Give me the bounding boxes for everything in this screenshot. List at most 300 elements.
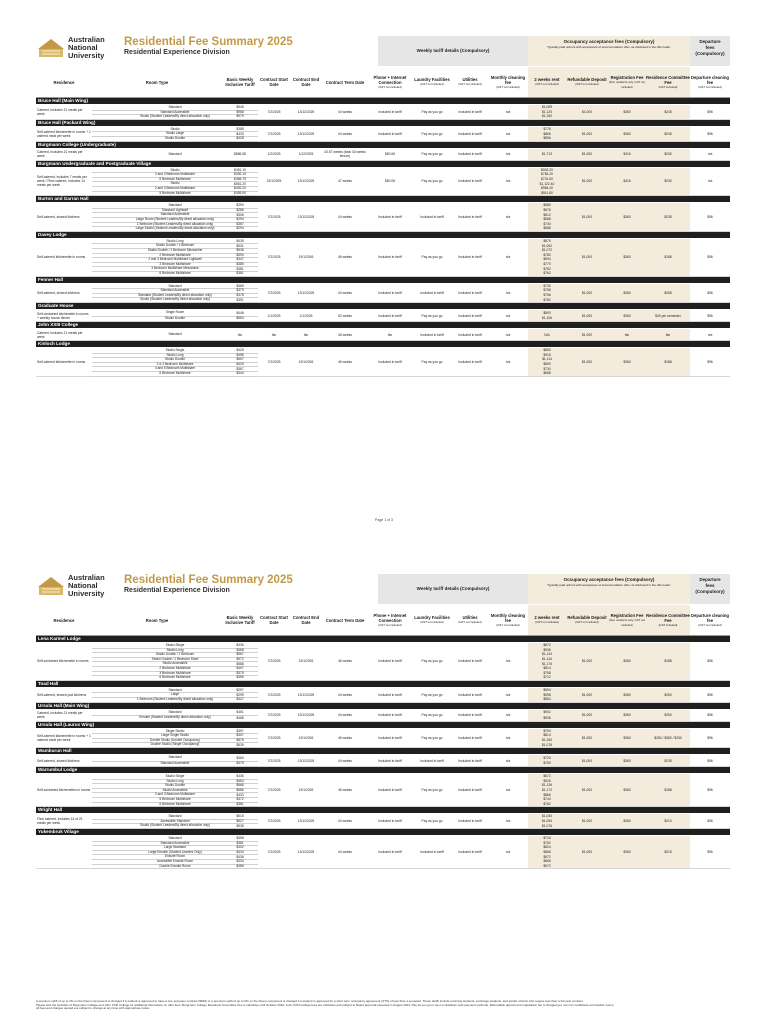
contract-end: 13/12/2025	[297, 109, 315, 114]
column-header-label	[690, 75, 730, 90]
room-type: Standard Accessible	[92, 212, 258, 218]
contract-end: 13/12/2025	[297, 850, 315, 855]
two-weeks-rent: $776	[543, 127, 551, 132]
phone-internet: Included in tariff	[378, 692, 402, 697]
column-header-label	[646, 613, 690, 628]
room-type: Standard Accessible	[92, 110, 258, 116]
phone-internet: Included in tariff	[378, 788, 402, 793]
column-header-sub: (GST not included)	[496, 84, 520, 89]
two-weeks-rent: $936	[543, 647, 551, 652]
crest-icon	[36, 37, 66, 59]
weekly-tariff: $297	[236, 688, 244, 693]
section-header: Davey Lodge	[36, 232, 730, 238]
column-header-label	[222, 615, 258, 625]
room-type: 6 Bedroom Multishare	[92, 802, 258, 808]
committee-fee: $235	[664, 758, 672, 763]
residence-description: Flexi catered, includes 14 of 21 meals per week	[37, 817, 83, 826]
column-header	[566, 67, 608, 97]
weekly-tariff: $428	[236, 136, 244, 141]
university-name-line: Australian	[68, 35, 105, 44]
cleaning-fee: n/a	[505, 152, 511, 157]
phone-internet: Included in tariff	[378, 214, 402, 219]
contract-term: 45 weeks	[338, 332, 352, 337]
cleaning-fee: n/a	[505, 359, 511, 364]
room-type: Single Room	[92, 310, 258, 317]
two-weeks-rent: $794	[543, 728, 551, 733]
two-weeks-rent: $1,176	[541, 661, 553, 666]
contract-start: 7/2/2025	[267, 735, 281, 740]
section-block	[36, 729, 730, 748]
column-header	[488, 605, 528, 635]
laundry: Pay as you go	[421, 179, 443, 184]
room-type: Large Room (Student Leaders/By direct allocation only)	[92, 217, 258, 223]
contract-start: 7/2/2025	[267, 659, 281, 664]
contract-term: 46 weeks	[338, 359, 352, 364]
column-header-text: Registration Fee	[610, 74, 644, 80]
registration-fee: $416	[623, 179, 631, 184]
footnotes	[36, 1000, 730, 1011]
two-weeks-rent: $1,120	[541, 109, 553, 114]
room-type: 3 Bedroom Multishare	[92, 671, 258, 677]
contract-start: 7/2/2025	[267, 109, 281, 114]
departure-group-header	[690, 574, 730, 604]
laundry: Pay as you go	[421, 819, 443, 824]
contract-term: 44 weeks	[338, 290, 352, 295]
section-header: Toad Hall	[36, 681, 730, 687]
column-header	[222, 605, 258, 635]
phone-internet: Included in tariff	[378, 819, 402, 824]
residence-description: Catered, includes 21 meals per week	[37, 330, 83, 339]
weekly-tariff: $492.20	[234, 186, 246, 191]
committee-fee: $235	[664, 214, 672, 219]
weekly-tariff: $381	[236, 266, 244, 271]
registration-fee: $360	[623, 788, 631, 793]
column-header-label	[222, 77, 258, 87]
two-weeks-rent: $720	[543, 755, 551, 760]
weekly-tariff: $455.90	[234, 190, 246, 195]
laundry: Pay as you go	[421, 313, 443, 318]
section-header: Ursula Hall (Laurus Wing)	[36, 722, 730, 728]
column-header-sub: (GST not included)	[378, 622, 402, 627]
contract-start: 7/2/2025	[267, 131, 281, 136]
column-header-text: Refundable Deposit	[567, 77, 607, 82]
column-header-text: Basic Weekly Inclusive Tariff	[225, 77, 255, 87]
phone-internet: Included in tariff	[378, 758, 402, 763]
column-header	[36, 605, 92, 635]
residence-description: Self-catered, shared pod kitchens	[37, 692, 87, 697]
room-type: 3 Bedroom Multishare	[92, 262, 258, 268]
two-weeks-rent: $902	[543, 710, 551, 715]
two-weeks-rent: $872	[543, 643, 551, 648]
weekly-tariff: $367	[236, 366, 244, 371]
two-weeks-rent: $712	[543, 675, 551, 680]
column-header-text: Room Type	[145, 79, 169, 85]
residence-description: Self-catered kitchenette in rooms	[37, 255, 86, 260]
cleaning-fee: n/a	[505, 758, 511, 763]
registration-fee: $360	[623, 131, 631, 136]
column-header-label	[368, 75, 412, 90]
room-type: Studio	[92, 127, 258, 133]
utilities: Included in tariff	[458, 255, 482, 260]
column-header-text: Departure cleaning fee	[691, 612, 729, 623]
section-block	[36, 688, 730, 703]
refundable-deposit: $1,000	[581, 359, 593, 364]
departure-cleaning-fee: n/a	[707, 179, 713, 184]
room-type: Single Studio	[92, 729, 258, 735]
room-type: Standard	[92, 755, 258, 762]
page-title: Residential Fee Summary 2025	[124, 574, 293, 586]
weekly-tariff: $372	[236, 797, 244, 802]
departure-cleaning-fee: $96	[707, 359, 713, 364]
room-type: Standard	[92, 105, 258, 111]
weekly-tariff: $553	[236, 316, 244, 321]
cleaning-fee: n/a	[505, 179, 511, 184]
room-type: 4 and 5 Bedroom Multishare	[92, 366, 258, 372]
room-type: 2 Bedroom Multishare	[92, 253, 258, 259]
laundry: Pay as you go	[421, 152, 443, 157]
weekly-tariff: $968	[236, 109, 244, 114]
anu-logo	[36, 36, 128, 60]
contract-start: 7/2/2025	[267, 758, 281, 763]
weekly-tariff: $407	[236, 733, 244, 738]
room-type: 6 Bedroom Multishare	[92, 271, 258, 277]
two-weeks-rent: $1,114	[542, 357, 552, 362]
phone-internet: Included in tariff	[378, 109, 402, 114]
two-weeks-rent: $1,134	[541, 652, 553, 657]
column-header-text: Contract Term Date	[325, 617, 365, 623]
weekly-tariff: $468	[236, 647, 244, 652]
column-header	[608, 67, 646, 97]
room-type: Double Studio (Single Occupancy)	[92, 742, 258, 748]
room-type: Standard	[92, 836, 258, 842]
weekly-tariff: $536	[236, 248, 244, 253]
two-weeks-rent: $594	[543, 688, 551, 693]
section-header: Wright Hall	[36, 807, 730, 813]
weekly-tariff: $567	[236, 652, 244, 657]
two-weeks-rent: $731.50	[541, 177, 553, 182]
two-weeks-rent: $902.20	[541, 167, 553, 172]
contract-start: 7/2/2025	[267, 819, 281, 824]
committee-fee: $230	[664, 179, 672, 184]
room-type: Studio	[92, 181, 258, 187]
column-header-label	[146, 618, 169, 623]
registration-fee: $360	[623, 255, 631, 260]
weekly-tariff: $446	[236, 310, 244, 315]
residence-description: Self-catered kitchenette in rooms + 1 catered meal per week	[37, 129, 91, 138]
laundry: Pay as you go	[421, 359, 443, 364]
residence-description	[37, 836, 91, 868]
two-weeks-rent: $588	[543, 217, 551, 222]
two-weeks-rent: N/A	[544, 332, 550, 337]
residence-description: Self-catered, shared kitchens	[37, 758, 80, 763]
section-header: Warrumbul Lodge	[36, 767, 730, 773]
weekly-tariff: $392.10	[234, 172, 246, 177]
contract-end: 13/12/2025	[297, 290, 315, 295]
column-header-label	[458, 615, 481, 625]
weekly-tariff: $391	[236, 297, 244, 302]
section-header: Graduate House	[36, 303, 730, 309]
departure-cleaning-fee: $96	[707, 788, 713, 793]
room-type: Studio Double	[92, 316, 258, 323]
section-header: Bruce Hall (Main Wing)	[36, 98, 730, 104]
two-weeks-rent: $780	[543, 252, 551, 257]
room-type: Studio Single	[92, 348, 258, 354]
departure-cleaning-fee: n/a	[707, 332, 713, 337]
departure-cleaning-fee: $96	[707, 131, 713, 136]
section-block	[36, 203, 730, 232]
column-header	[528, 605, 566, 635]
weekly-tariff: $379	[236, 288, 244, 293]
refundable-deposit: $1,000	[581, 850, 593, 855]
phone-internet: Included in tariff	[378, 255, 402, 260]
contract-end: 19/12/2025	[297, 179, 315, 184]
departure-cleaning-fee: $96	[707, 109, 713, 114]
weekly-tariff: $436	[236, 643, 244, 648]
departure-cleaning-fee: $96	[707, 713, 713, 718]
two-weeks-rent: $1,150	[541, 114, 553, 119]
refundable-deposit: $1,000	[581, 735, 593, 740]
weekly-tariff: $568	[236, 783, 244, 788]
column-header-sub: (GST not included)	[698, 622, 722, 627]
two-weeks-rent: $730	[543, 283, 551, 288]
cleaning-fee: n/a	[505, 850, 511, 855]
page-2	[36, 573, 730, 868]
registration-fee: $360	[623, 850, 631, 855]
column-header	[690, 67, 730, 97]
phone-internet: tbc	[387, 332, 393, 337]
two-weeks-rent: $1,150	[541, 738, 553, 743]
column-header-sub: (GST not included)	[535, 620, 559, 624]
weekly-tariff: $306	[236, 212, 244, 217]
two-weeks-rent: $1,713	[541, 152, 553, 157]
footnote: Please visit the websites of Burgmann College and John XXIII College for additional information on offer fees. Burgmann College Residents Committee Fee is indicative until October 2024. John XXIII College fees are indicative and subject to Board approval expected in August 2024. Pay as you go is via a contactless card payment methods. Refundable deposit and registration fee is charged per room for multishare and double rooms.	[36, 1002, 615, 1007]
room-type: Large	[92, 692, 258, 698]
page-subtitle: Residential Experience Division	[124, 587, 230, 594]
room-type: 2 and 3 Bedroom Multishare	[92, 186, 258, 192]
departure-cleaning-fee: $96	[707, 255, 713, 260]
two-weeks-rent: $870	[543, 239, 551, 244]
refundable-deposit: $1,000	[581, 255, 593, 260]
column-header-label	[258, 615, 290, 625]
column-header-sub: (GST not included)	[698, 84, 722, 89]
committee-fee: $188	[664, 359, 672, 364]
utilities: Included in tariff	[458, 850, 482, 855]
room-type: Studio Long	[92, 353, 258, 359]
column-header-label	[488, 613, 528, 628]
contract-start: 7/2/2025	[267, 255, 281, 260]
phone-internet: $50.06	[384, 152, 396, 157]
column-header-text: Departure cleaning fee	[691, 74, 729, 85]
contract-term: 44 weeks	[338, 850, 352, 855]
column-header-text: Room Type	[145, 617, 169, 623]
phone-internet: Included in tariff	[378, 850, 402, 855]
contract-start: 23/1/2025	[266, 179, 282, 184]
utilities: Included in tariff	[458, 152, 482, 157]
contract-end: tbc	[303, 332, 309, 337]
room-type: Standard Accessible	[92, 288, 258, 294]
committee-fee: $215	[664, 850, 672, 855]
phone-internet: Included in tariff	[378, 713, 402, 718]
university-name-line: National	[68, 581, 98, 590]
two-weeks-rent: $972	[543, 863, 551, 868]
column-header	[36, 67, 92, 97]
room-type: Accessible Ensuite Room	[92, 859, 258, 865]
contract-term: 52 weeks	[338, 313, 352, 318]
registration-fee: $360	[623, 313, 631, 318]
room-type: Studio Double	[92, 136, 258, 142]
column-header-sub: (GST not included)	[420, 620, 444, 624]
column-header-text: Contract Start Date	[260, 77, 288, 87]
refundable-deposit: $1,000	[581, 109, 593, 114]
column-header	[608, 605, 646, 635]
contract-term: 43.57 weeks (total 43 weeks tenure)	[324, 150, 366, 159]
room-type: 2 Bedroom Multishare	[92, 666, 258, 672]
room-type: Studio Single	[92, 643, 258, 649]
contract-term: 46 weeks	[338, 788, 352, 793]
weekly-tariff: $385	[236, 262, 244, 267]
room-type: Standard	[92, 329, 258, 341]
contract-end: 1/12/2025	[298, 152, 314, 157]
weekly-tariff: $294	[236, 226, 244, 231]
column-header-sub: (Non residents only, GST not included)	[609, 79, 645, 89]
phone-internet: $50.06	[384, 179, 396, 184]
column-header	[566, 605, 608, 635]
registration-fee: $360	[623, 109, 631, 114]
two-weeks-rent: $750	[543, 761, 551, 766]
section-block	[36, 149, 730, 161]
two-weeks-rent: $1,099	[541, 105, 553, 110]
two-weeks-rent: $694	[543, 257, 551, 262]
two-weeks-rent: $868	[543, 859, 551, 864]
contract-end: 13/12/2025	[297, 692, 315, 697]
contract-start: 7/2/2025	[267, 713, 281, 718]
laundry: Pay as you go	[421, 109, 443, 114]
phone-internet: Included in tariff	[378, 359, 402, 364]
room-type: Large Standard	[92, 845, 258, 851]
column-header-text: Utilities	[462, 77, 478, 82]
two-weeks-rent: $850	[543, 362, 551, 367]
room-type: Studio	[92, 168, 258, 174]
two-weeks-rent: $756	[543, 293, 551, 298]
laundry: Included in tariff	[420, 214, 444, 219]
two-weeks-rent: $926	[543, 778, 551, 783]
room-type: Studio Double / 1 Bedroom Short	[92, 657, 258, 663]
weekly-tariff: $294	[236, 217, 244, 222]
column-header-label	[534, 77, 559, 87]
utilities: Included in tariff	[458, 713, 482, 718]
two-weeks-rent: $1,078	[541, 742, 553, 747]
contract-end: 19/1/2026	[298, 255, 314, 260]
room-type: Standard (Student Leaders/By direct allocation only)	[92, 293, 258, 299]
column-header	[646, 605, 690, 635]
weekly-tariff: $586	[236, 788, 244, 793]
weekly-tariff: $397	[236, 728, 244, 733]
column-header-sub: (GST not included)	[458, 620, 482, 624]
two-weeks-rent: $784.20	[541, 172, 553, 177]
contract-term: 46 weeks	[338, 255, 352, 260]
two-weeks-rent: $762	[543, 840, 551, 845]
weekly-tariff: $463	[236, 778, 244, 783]
departure-cleaning-fee: $96	[707, 214, 713, 219]
contract-start: 7/2/2025	[267, 290, 281, 295]
phone-internet: Included in tariff	[378, 735, 402, 740]
column-header-sub: (GST not included)	[378, 84, 402, 89]
anu-logo	[36, 574, 128, 598]
column-header-sub: (GST included)	[658, 84, 678, 89]
contract-end: 13/12/2025	[297, 819, 315, 824]
departure-group-line: (Compulsory)	[695, 589, 725, 594]
room-type: 5 Bedroom Multishare	[92, 797, 258, 803]
committee-fee: $245	[664, 109, 672, 114]
two-weeks-rent: $984.40	[541, 186, 553, 191]
column-header	[258, 605, 290, 635]
weekly-tariff: $288	[236, 208, 244, 213]
registration-fee: $416	[623, 152, 631, 157]
section-block	[36, 643, 730, 681]
weekly-tariff-group-header: Weekly tariff details (Compulsory)	[378, 36, 528, 66]
section-block	[36, 755, 730, 767]
section-block	[36, 105, 730, 120]
two-weeks-rent: $856	[543, 136, 551, 141]
weekly-tariff: $436	[236, 774, 244, 779]
section-block	[36, 710, 730, 722]
utilities: Included in tariff	[458, 788, 482, 793]
weekly-tariff: $407	[236, 666, 244, 671]
two-weeks-rent: $576	[543, 208, 551, 213]
section-block	[36, 329, 730, 341]
room-type: Ensuite Room	[92, 854, 258, 860]
column-header	[452, 67, 488, 97]
cleaning-fee: n/a	[505, 819, 511, 824]
column-header-label	[290, 615, 322, 625]
laundry: Pay as you go	[421, 255, 443, 260]
two-weeks-rent: $744	[543, 797, 551, 802]
room-type: Standard	[92, 814, 258, 820]
column-header-sub: (Non residents only, GST not included)	[609, 617, 645, 627]
contract-end: 19/1/2026	[298, 359, 314, 364]
two-weeks-rent: $734	[543, 366, 551, 371]
departure-cleaning-fee: n/a	[707, 152, 713, 157]
column-header-sub: (GST not included)	[496, 622, 520, 627]
occupancy-note: Typically paid upfront with acceptance of accommodation offer, as disclosed in the offer letter.	[547, 583, 671, 587]
two-weeks-rent: $893	[543, 310, 551, 315]
weekly-tariff: $425	[236, 362, 244, 367]
column-header-label	[146, 80, 169, 85]
registration-fee: $360	[623, 214, 631, 219]
room-type: Studio Double / 1 Bedroom	[92, 652, 258, 658]
column-header-label	[608, 75, 646, 90]
refundable-deposit: $1,000	[581, 758, 593, 763]
section-header: Bruce Hall (Packard Wing)	[36, 120, 730, 126]
footnote: A premium uplift of up to 3% on the Room component is charged if a student is approved to have a one semester contract ($660) or a premium uplift of up to 6% on the Room component is charged if a student is approved for a short term occupancy agreement (STO) of less than 1 semester. These tariffs include returning students, exchange students, and similar cohorts who require less than a full year contract.	[36, 999, 584, 1003]
room-type: 2 and 3 Bedroom Multishare	[92, 172, 258, 178]
weekly-tariff: $381	[236, 271, 244, 276]
contract-term: 44 weeks	[338, 109, 352, 114]
university-name	[68, 36, 105, 60]
column-header	[92, 605, 222, 635]
two-weeks-rent: $814	[543, 666, 551, 671]
refundable-deposit: $1,000	[581, 131, 593, 136]
column-header	[322, 67, 368, 97]
column-header-label	[54, 80, 75, 85]
weekly-tariff: $381	[236, 801, 244, 806]
residence-description: Catered, includes 21 meals per week	[37, 711, 83, 720]
weekly-tariff: $561.20	[234, 181, 246, 186]
two-weeks-rent: $762	[543, 271, 551, 276]
room-type: Studio Double	[92, 357, 258, 363]
laundry: Pay as you go	[421, 692, 443, 697]
cleaning-fee: n/a	[505, 290, 511, 295]
